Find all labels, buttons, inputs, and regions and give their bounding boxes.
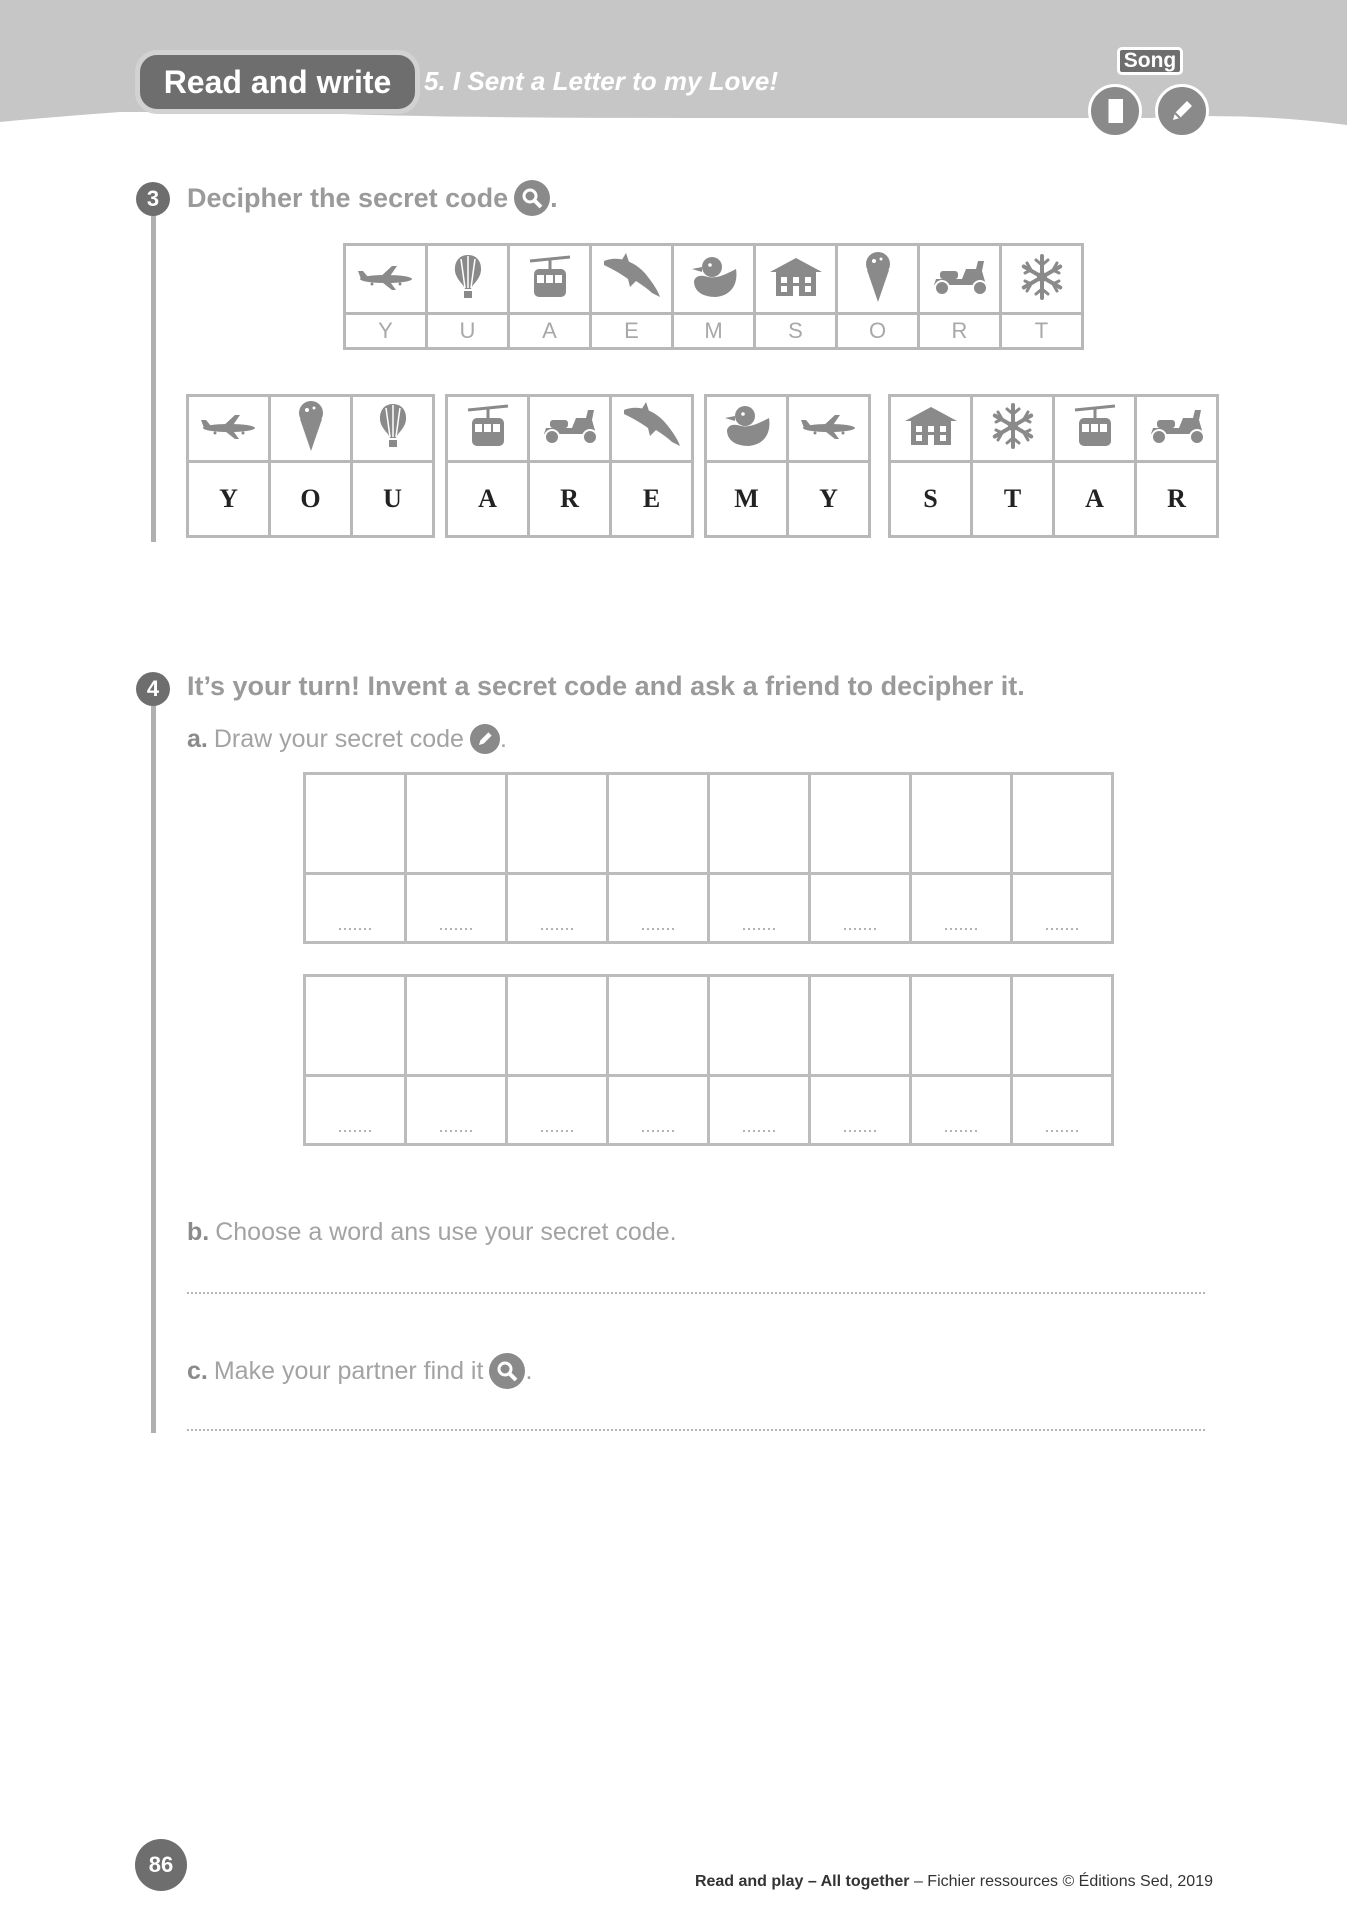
unit-title: 5. I Sent a Letter to my Love! (424, 66, 778, 96)
drawing-cell[interactable] (608, 774, 709, 874)
key-letter: Y (345, 314, 427, 349)
duck-icon (673, 245, 755, 314)
word-group-2 (445, 394, 694, 538)
letter-blank[interactable]: ....... (608, 874, 709, 943)
drawing-cell[interactable] (406, 976, 507, 1076)
book-icon (1088, 84, 1142, 138)
answer-letter[interactable]: M (706, 462, 788, 537)
code-grid-1[interactable] (303, 772, 1114, 944)
pencil-icon (470, 724, 500, 754)
scooter-icon (1136, 396, 1218, 462)
step-c (187, 1353, 532, 1389)
answer-letter[interactable]: R (1136, 462, 1218, 537)
exercise-4-instruction: It’s your turn! Invent a secret code and ask a friend to decipher it. (187, 671, 1025, 701)
word-group-4 (888, 394, 1219, 538)
drawing-cell[interactable] (709, 774, 810, 874)
dolphin-icon (591, 245, 673, 314)
answer-letter[interactable]: U (352, 462, 434, 537)
section-tab-label: Read and write (163, 63, 392, 100)
letter-blank[interactable]: ....... (911, 1076, 1012, 1145)
letter-blank[interactable]: ....... (305, 1076, 406, 1145)
code-key-table (343, 243, 1084, 350)
answer-letter[interactable]: O (270, 462, 352, 537)
drawing-cell[interactable] (608, 976, 709, 1076)
step-b-text: Choose a word ans use your secret code. (215, 1218, 677, 1246)
answer-letter[interactable]: Y (788, 462, 870, 537)
letter-blank[interactable]: ....... (709, 874, 810, 943)
exercise-3-text: Decipher the secret code (187, 182, 509, 213)
cable-car-icon (509, 245, 591, 314)
duck-icon (706, 396, 788, 462)
answer-letter[interactable]: Y (188, 462, 270, 537)
balloon-icon (427, 245, 509, 314)
key-letter: S (755, 314, 837, 349)
answer-letter[interactable]: R (529, 462, 611, 537)
dolphin-icon (611, 396, 693, 462)
plane-icon (788, 396, 870, 462)
drawing-cell[interactable] (406, 774, 507, 874)
answer-letter[interactable]: S (890, 462, 972, 537)
key-letter: E (591, 314, 673, 349)
plane-icon (345, 245, 427, 314)
drawing-cell[interactable] (507, 976, 608, 1076)
ice-cream-icon (837, 245, 919, 314)
drawing-cell[interactable] (709, 976, 810, 1076)
drawing-cell[interactable] (305, 774, 406, 874)
answer-letter[interactable]: E (611, 462, 693, 537)
cable-car-icon (1054, 396, 1136, 462)
letter-blank[interactable]: ....... (608, 1076, 709, 1145)
answer-line-b[interactable] (187, 1292, 1205, 1294)
exercise-3-period: . (550, 182, 558, 213)
exercise-3-number: 3 (136, 182, 170, 216)
song-badge: Song (1117, 47, 1183, 75)
snowflake-icon (972, 396, 1054, 462)
cable-car-icon (447, 396, 529, 462)
step-c-period: . (525, 1356, 533, 1385)
letter-blank[interactable]: ....... (507, 874, 608, 943)
step-a-text: Draw your secret code (213, 724, 464, 753)
answer-letter[interactable]: T (972, 462, 1054, 537)
step-a-label: a. (187, 724, 208, 753)
snowflake-icon (1001, 245, 1083, 314)
drawing-cell[interactable] (911, 976, 1012, 1076)
drawing-cell[interactable] (810, 774, 911, 874)
word-group-3 (704, 394, 871, 538)
letter-blank[interactable]: ....... (709, 1076, 810, 1145)
letter-blank[interactable]: ....... (911, 874, 1012, 943)
letter-blank[interactable]: ....... (406, 1076, 507, 1145)
letter-blank[interactable]: ....... (305, 874, 406, 943)
key-letter: O (837, 314, 919, 349)
exercise-3-bar (151, 212, 156, 542)
key-letter: U (427, 314, 509, 349)
answer-letter[interactable]: A (447, 462, 529, 537)
magnifier-icon (514, 180, 550, 216)
key-letter: R (919, 314, 1001, 349)
scooter-icon (529, 396, 611, 462)
code-grid-2[interactable] (303, 974, 1114, 1146)
footer-book-title: Read and play – All together (694, 1873, 910, 1890)
step-c-label: c. (187, 1356, 208, 1385)
drawing-cell[interactable] (1012, 774, 1113, 874)
chalet-icon (890, 396, 972, 462)
drawing-cell[interactable] (1012, 976, 1113, 1076)
exercise-4-number: 4 (136, 672, 170, 706)
letter-blank[interactable]: ....... (507, 1076, 608, 1145)
drawing-cell[interactable] (305, 976, 406, 1076)
key-letter: M (673, 314, 755, 349)
pencil-icon (1155, 84, 1209, 138)
word-group-1 (186, 394, 435, 538)
letter-blank[interactable]: ....... (810, 1076, 911, 1145)
step-a-period: . (499, 724, 507, 753)
key-letter: T (1001, 314, 1083, 349)
footer-credit (695, 1873, 1213, 1891)
step-c-text: Make your partner find it (213, 1356, 484, 1385)
letter-blank[interactable]: ....... (406, 874, 507, 943)
step-b (187, 1218, 677, 1247)
step-a (187, 724, 507, 754)
scooter-icon (919, 245, 1001, 314)
magnifier-icon (489, 1353, 525, 1389)
answer-line-c[interactable] (187, 1429, 1205, 1431)
plane-icon (188, 396, 270, 462)
key-letter: A (509, 314, 591, 349)
letter-blank[interactable]: ....... (810, 874, 911, 943)
exercise-4-bar (151, 700, 156, 1433)
drawing-cell[interactable] (810, 976, 911, 1076)
balloon-icon (352, 396, 434, 462)
ice-cream-icon (270, 396, 352, 462)
answer-letter[interactable]: A (1054, 462, 1136, 537)
section-tab (135, 50, 420, 114)
page-number: 86 (135, 1839, 187, 1891)
step-b-label: b. (187, 1218, 210, 1246)
drawing-cell[interactable] (507, 774, 608, 874)
drawing-cell[interactable] (911, 774, 1012, 874)
chalet-icon (755, 245, 837, 314)
letter-blank[interactable]: ....... (1012, 874, 1113, 943)
exercise-3-instruction (187, 180, 558, 216)
footer-rights: – Fichier ressources © Éditions Sed, 2019 (909, 1873, 1213, 1890)
letter-blank[interactable]: ....... (1012, 1076, 1113, 1145)
